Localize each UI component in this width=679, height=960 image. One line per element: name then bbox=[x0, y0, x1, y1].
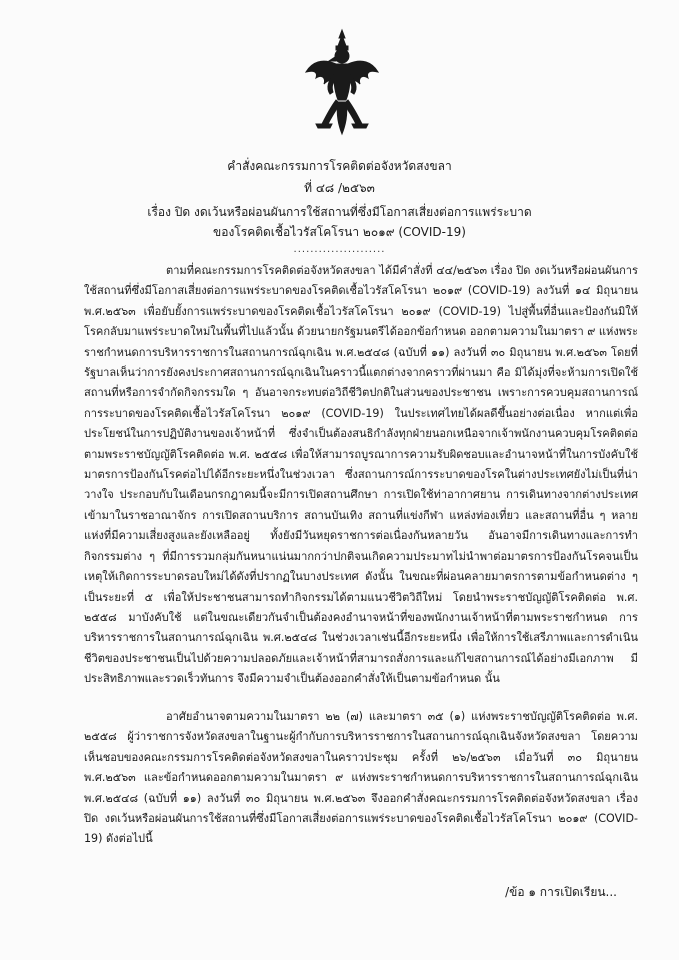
garuda-emblem-icon bbox=[302, 28, 382, 138]
order-subject-line-1: เรื่อง ปิด งดเว้นหรือผ่อนผันการใช้สถานที่ซึ่งมีโอกาสเสี่ยงต่อการแพร่ระบาด bbox=[147, 205, 532, 219]
order-number: ที่ ๔๘ /๒๕๖๓ bbox=[304, 181, 375, 195]
body-paragraph-2: อาศัยอำนาจตามความในมาตรา ๒๒ (๗) และมาตรา ๓๕ (๑) แห่งพระราชบัญญัติโรคติดต่อ พ.ศ. ๒๕๕๘ ผู้ว่าราชการจังหวัดสงขลาในฐานะผู้กำกับการบริหารราชการในสถานการณ์ฉุกเฉินจังหวัดสงขลา โดยความเห็นชอบของคณะกรรมการโรคติดต่อจังหวัดสงขลาในคราวประชุม ครั้งที่ ๒๖/๒๕๖๓ เมื่อวันที่ ๓๐ มิถุนายน พ.ศ.๒๕๖๓ และข้อกำหนดออกตามความในมาตรา ๙ แห่งพระราชกำหนดการบริหารราชการในสถานการณ์ฉุกเฉิน พ.ศ.๒๕๔๘ (ฉบับที่ ๑๑) ลงวันที่ ๓๐ มิถุนายน พ.ศ.๒๕๖๓ จึงออกคำสั่งคณะกรรมการโรคติดต่อจังหวัดสงขลา เรื่อง ปิด งดเว้นหรือผ่อนผันการใช้สถานที่ซึ่งมีโอกาสเสี่ยงต่อการแพร่ระบาดของโรคติดเชื้อไวรัสโคโรนา ๒๐๑๙ (COVID-19) ดังต่อไปนี้ bbox=[84, 710, 638, 846]
order-title: คำสั่งคณะกรรมการโรคติดต่อจังหวัดสงขลา bbox=[227, 159, 452, 173]
body-paragraph-1: ตามที่คณะกรรมการโรคติดต่อจังหวัดสงขลา ได้มีคำสั่งที่ ๔๔/๒๕๖๓ เรื่อง ปิด งดเว้นหรือผ่อนผันการใช้สถานที่ซึ่งมีโอกาสเสี่ยงต่อการแพร่ระบาดของโรคติดเชื้อไวรัสโคโรนา ๒๐๑๙ (COVID-19) ลงวันที่ ๑๔ มิถุนายน พ.ศ.๒๕๖๓ เพื่อยับยั้งการแพร่ระบาดของโรคติดเชื้อไวรัสโคโรนา ๒๐๑๙ (COVID-19) ไปสู่พื้นที่อื่นและป้องกันมิให้โรคกลับมาแพร่ระบาดใหม่ในพื้นที่ไปแล้วนั้น ด้วยนายกรัฐมนตรีได้ออกข้อกำหนด ออกตามความในมาตรา ๙ แห่งพระราชกำหนดการบริหารราชการในสถานการณ์ฉุกเฉิน พ.ศ.๒๕๔๘ (ฉบับที่ ๑๑) ลงวันที่ ๓๐ มิถุนายน พ.ศ.๒๕๖๓ โดยที่รัฐบาลเห็นว่าการยังคงประกาศสถานการณ์ฉุกเฉินในคราวนี้แตกต่างจากคราวที่ผ่านมา คือ มิได้มุ่งที่จะห้ามการเปิดใช้สถานที่หรือการจำกัดกิจกรรมใด ๆ อันอาจกระทบต่อวิถีชีวิตปกติในส่วนของประชาชน เพราะการควบคุมสถานการณ์การระบาดของโรคติดเชื้อไวรัสโคโรนา ๒๐๑๙ (COVID-19) ในประเทศไทยได้ผลดีขึ้นอย่างต่อเนื่อง หากแต่เพื่อประโยชน์ในการปฏิบัติงานของเจ้าหน้าที่ ซึ่งจำเป็นต้องสนธิกำลังทุกฝ่ายนอกเหนือจากเจ้าพนักงานควบคุมโรคติดต่อตามพระราชบัญญัติโรคติดต่อ พ.ศ. ๒๕๕๘ เพื่อให้สามารถบูรณาการความรับผิดชอบและอำนาจหน้าที่ในการบังคับใช้มาตรการป้องกันโรคต่อไปได้อีกระยะหนึ่งในช่วงเวลา ซึ่งสถานการณ์การระบาดของโรคในต่างประเทศยังไม่เป็นที่น่าวางใจ ประกอบกับในเดือนกรกฎาคมนี้จะมีการเปิดสถานศึกษา การเปิดใช้ท่าอากาศยาน การเดินทางจากต่างประเทศเข้ามาในราชอาณาจักร การเปิดสถานบริการ สถานบันเทิง สถานที่แข่งกีฬา แหล่งท่องเที่ยว และสถานที่อื่น ๆ หลายแห่งที่มีความเสี่ยงสูงและยังเหลืออยู่ ทั้งยังมีวันหยุดราชการต่อเนื่องกันหลายวัน อันอาจมีการเดินทางและการทำกิจกรรมต่าง ๆ ที่มีการรวมกลุ่มกันหนาแน่นมากกว่าปกติจนเกิดความประมาทไม่นำพาต่อมาตรการป้องกันโรคจนเป็นเหตุให้เกิดการระบาดรอบใหม่ได้ดังที่ปรากฏในบางประเทศ ดังนั้น ในขณะที่ผ่อนคลายมาตรการตามข้อกำหนดต่าง ๆ เป็นระยะที่ ๕ เพื่อให้ประชาชนสามารถทำกิจกรรมได้ตามแนวชีวิตวิถีใหม่ โดยนำพระราชบัญญัติโรคติดต่อ พ.ศ. ๒๕๕๘ มาบังคับใช้ แต่ในขณะเดียวกันจำเป็นต้องคงอำนาจหน้าที่ของพนักงานเจ้าหน้าที่ตามพระราชกำหนด การบริหารราชการในสถานการณ์ฉุกเฉิน พ.ศ.๒๕๔๘ ในช่วงเวลาเช่นนี้อีกระยะหนึ่ง เพื่อให้การใช้เสรีภาพและการดำเนินชีวิตของประชาชนเป็นไปด้วยความปลอดภัยและเจ้าหน้าที่สามารถสั่งการและแก้ไขสถานการณ์ได้อย่างมีเอกภาพ มีประสิทธิภาพและรวดเร็วทันการ จึงมีความจำเป็นต้องออกคำสั่งให้เป็นตามข้อกำหนด นั้น bbox=[84, 264, 638, 686]
continuation-note: /ข้อ ๑ การเปิดเรียน... bbox=[505, 885, 617, 899]
order-subject-line-2: ของโรคติดเชื้อไวรัสโคโรนา ๒๐๑๙ (COVID-19) bbox=[213, 225, 466, 239]
header-separator: ...................... bbox=[293, 244, 386, 255]
